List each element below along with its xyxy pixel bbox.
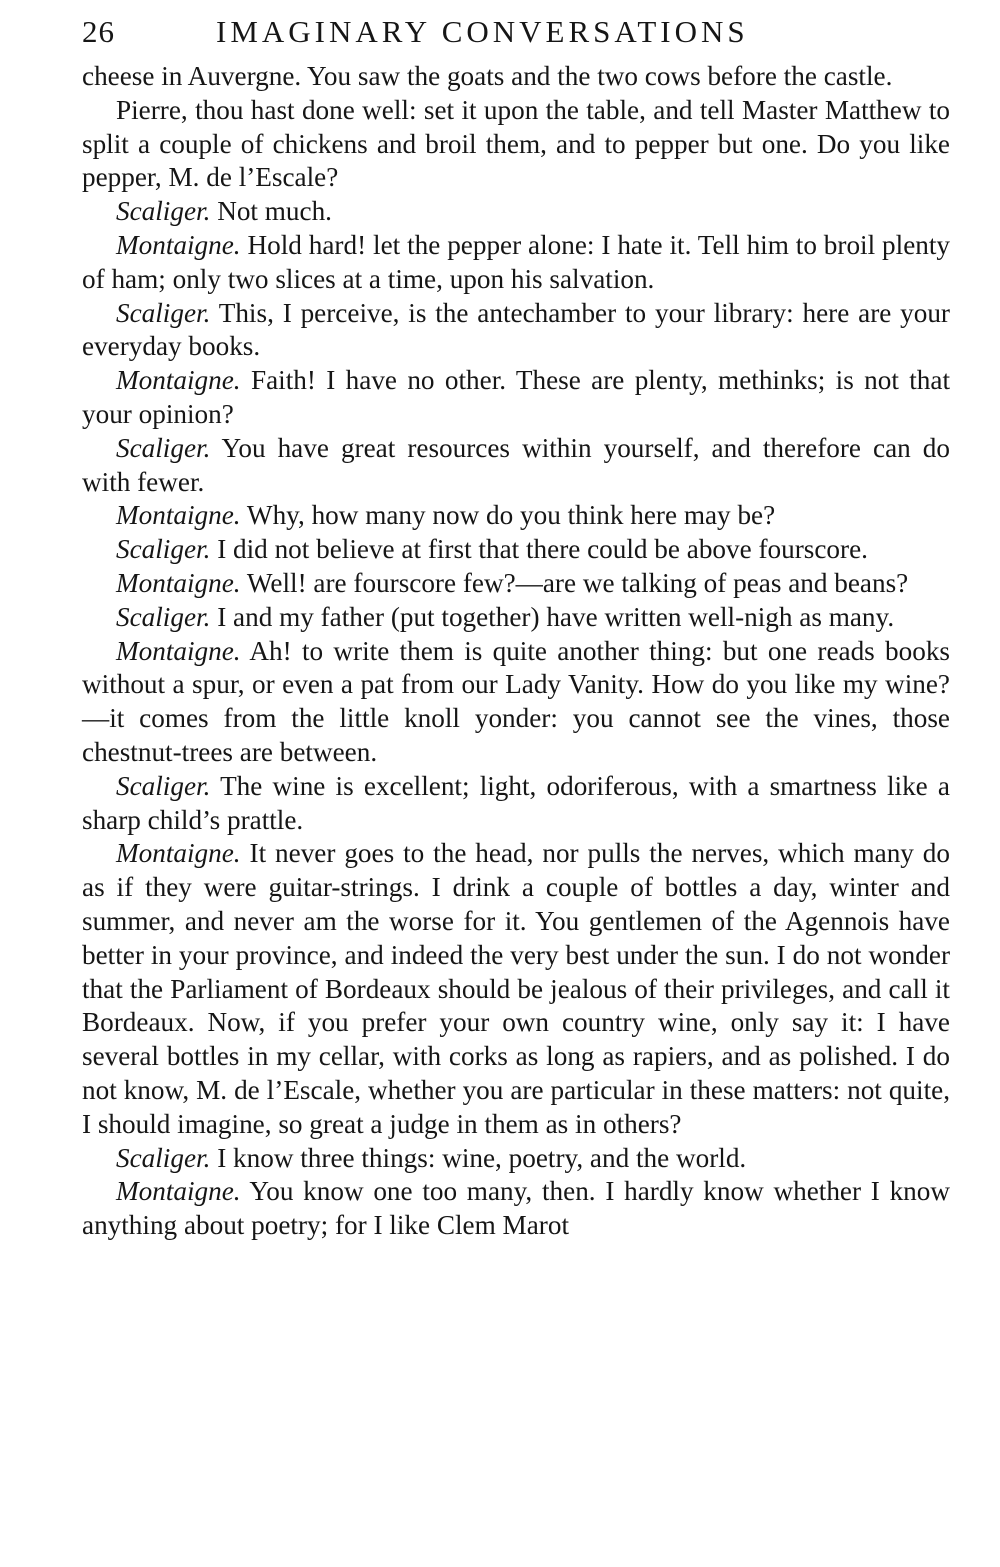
speaker-name: Scaliger.: [116, 601, 211, 632]
paragraph-2: [82, 94, 950, 195]
paragraph-text: Faith! I have no other. These are plenty, methinks; is not that your opinion?: [82, 365, 951, 429]
speaker-name: Scaliger.: [116, 196, 211, 227]
speaker-name: Scaliger.: [116, 770, 211, 801]
paragraph-text: Hold hard! let the pepper alone: I hate it. Tell him to broil plenty of ham; only two slices at a time, upon his salvation.: [82, 229, 951, 294]
body-text: [82, 60, 950, 1243]
paragraph-6: [82, 364, 950, 432]
paragraph-text: Well! are fourscore few?—are we talking of peas and beans?: [246, 567, 909, 598]
paragraph-text: Why, how many now do you think here may be?: [246, 500, 776, 531]
paragraph-15: [82, 1142, 950, 1176]
speaker-name: Scaliger.: [116, 432, 211, 463]
paragraph-text: I did not believe at first that there could be above fourscore.: [217, 534, 868, 565]
running-title: IMAGINARY CONVERSATIONS: [216, 14, 749, 49]
speaker-name: Montaigne.: [116, 567, 241, 598]
paragraph-text: Not much.: [217, 196, 332, 227]
paragraph-8: [82, 499, 950, 533]
paragraph-text: This, I perceive, is the antechamber to your library: here are your everyday books.: [82, 297, 950, 362]
paragraph-text: I know three things: wine, poetry, and the world.: [217, 1142, 747, 1173]
paragraph-text: The wine is excellent; light, odoriferous, with a smartness like a sharp child’s prattle.: [82, 770, 950, 835]
paragraph-10: [82, 567, 950, 601]
paragraph-9: [82, 533, 950, 567]
paragraph-12: [82, 635, 950, 770]
paragraph-text: Pierre, thou hast done well: set it upon the table, and tell Master Matthew to split a couple of chickens and broil them, and to pepper but one. Do you like pepper, M. de l’Escale?: [82, 94, 950, 193]
speaker-name: Montaigne.: [116, 229, 241, 260]
paragraph-13: [82, 770, 950, 838]
speaker-name: Scaliger.: [116, 297, 211, 328]
paragraph-text: Ah! to write them is quite another thing: but one reads books without a spur, or even a pat from our Lady Vanity. How do you like my wine?—it comes from the little knoll yonder: you cannot see the vines, those chestnut-trees are between.: [82, 635, 950, 767]
paragraph-text: You have great resources within yourself, and therefore can do with fewer.: [82, 432, 950, 497]
paragraph-text: I and my father (put together) have written well-nigh as many.: [217, 601, 895, 632]
speaker-name: Montaigne.: [116, 365, 241, 396]
paragraph-5: [82, 297, 950, 365]
paragraph-11: [82, 601, 950, 635]
paragraph-3: [82, 195, 950, 229]
speaker-name: Montaigne.: [116, 1176, 241, 1207]
paragraph-14: [82, 837, 950, 1141]
paragraph-4: [82, 229, 950, 297]
page-header: [82, 14, 950, 60]
speaker-name: Montaigne.: [116, 838, 241, 869]
speaker-name: Montaigne.: [116, 500, 241, 531]
paragraph-text: cheese in Auvergne. You saw the goats and the two cows before the castle.: [82, 61, 893, 91]
paragraph-text: It never goes to the head, nor pulls the nerves, which many do as if they were guitar-strings. I drink a couple of bottles a day, winter and summer, and never am the worse for it. You gentlemen of the Agennois have better in your province, and indeed the very best under the sun. I do not wonder that the Parliament of Bordeaux should be jealous of their privileges, and call it Bordeaux. Now, if you prefer your own country wine, only say it: I have several bottles in my cellar, with corks as long as rapiers, and as polished. I do not know, M. de l’Escale, whether you are particular in these matters: not quite, I should imagine, so great a judge in them as in others?: [82, 838, 950, 1139]
speaker-name: Scaliger.: [116, 1142, 211, 1173]
paragraph-16: [82, 1175, 950, 1243]
paragraph-1: [82, 60, 950, 94]
page-number: 26: [82, 14, 115, 49]
speaker-name: Scaliger.: [116, 534, 211, 565]
speaker-name: Montaigne.: [116, 635, 241, 666]
paragraph-text: You know one too many, then. I hardly know whether I know anything about poetry; for I like Clem Marot: [82, 1176, 950, 1241]
paragraph-7: [82, 432, 950, 500]
